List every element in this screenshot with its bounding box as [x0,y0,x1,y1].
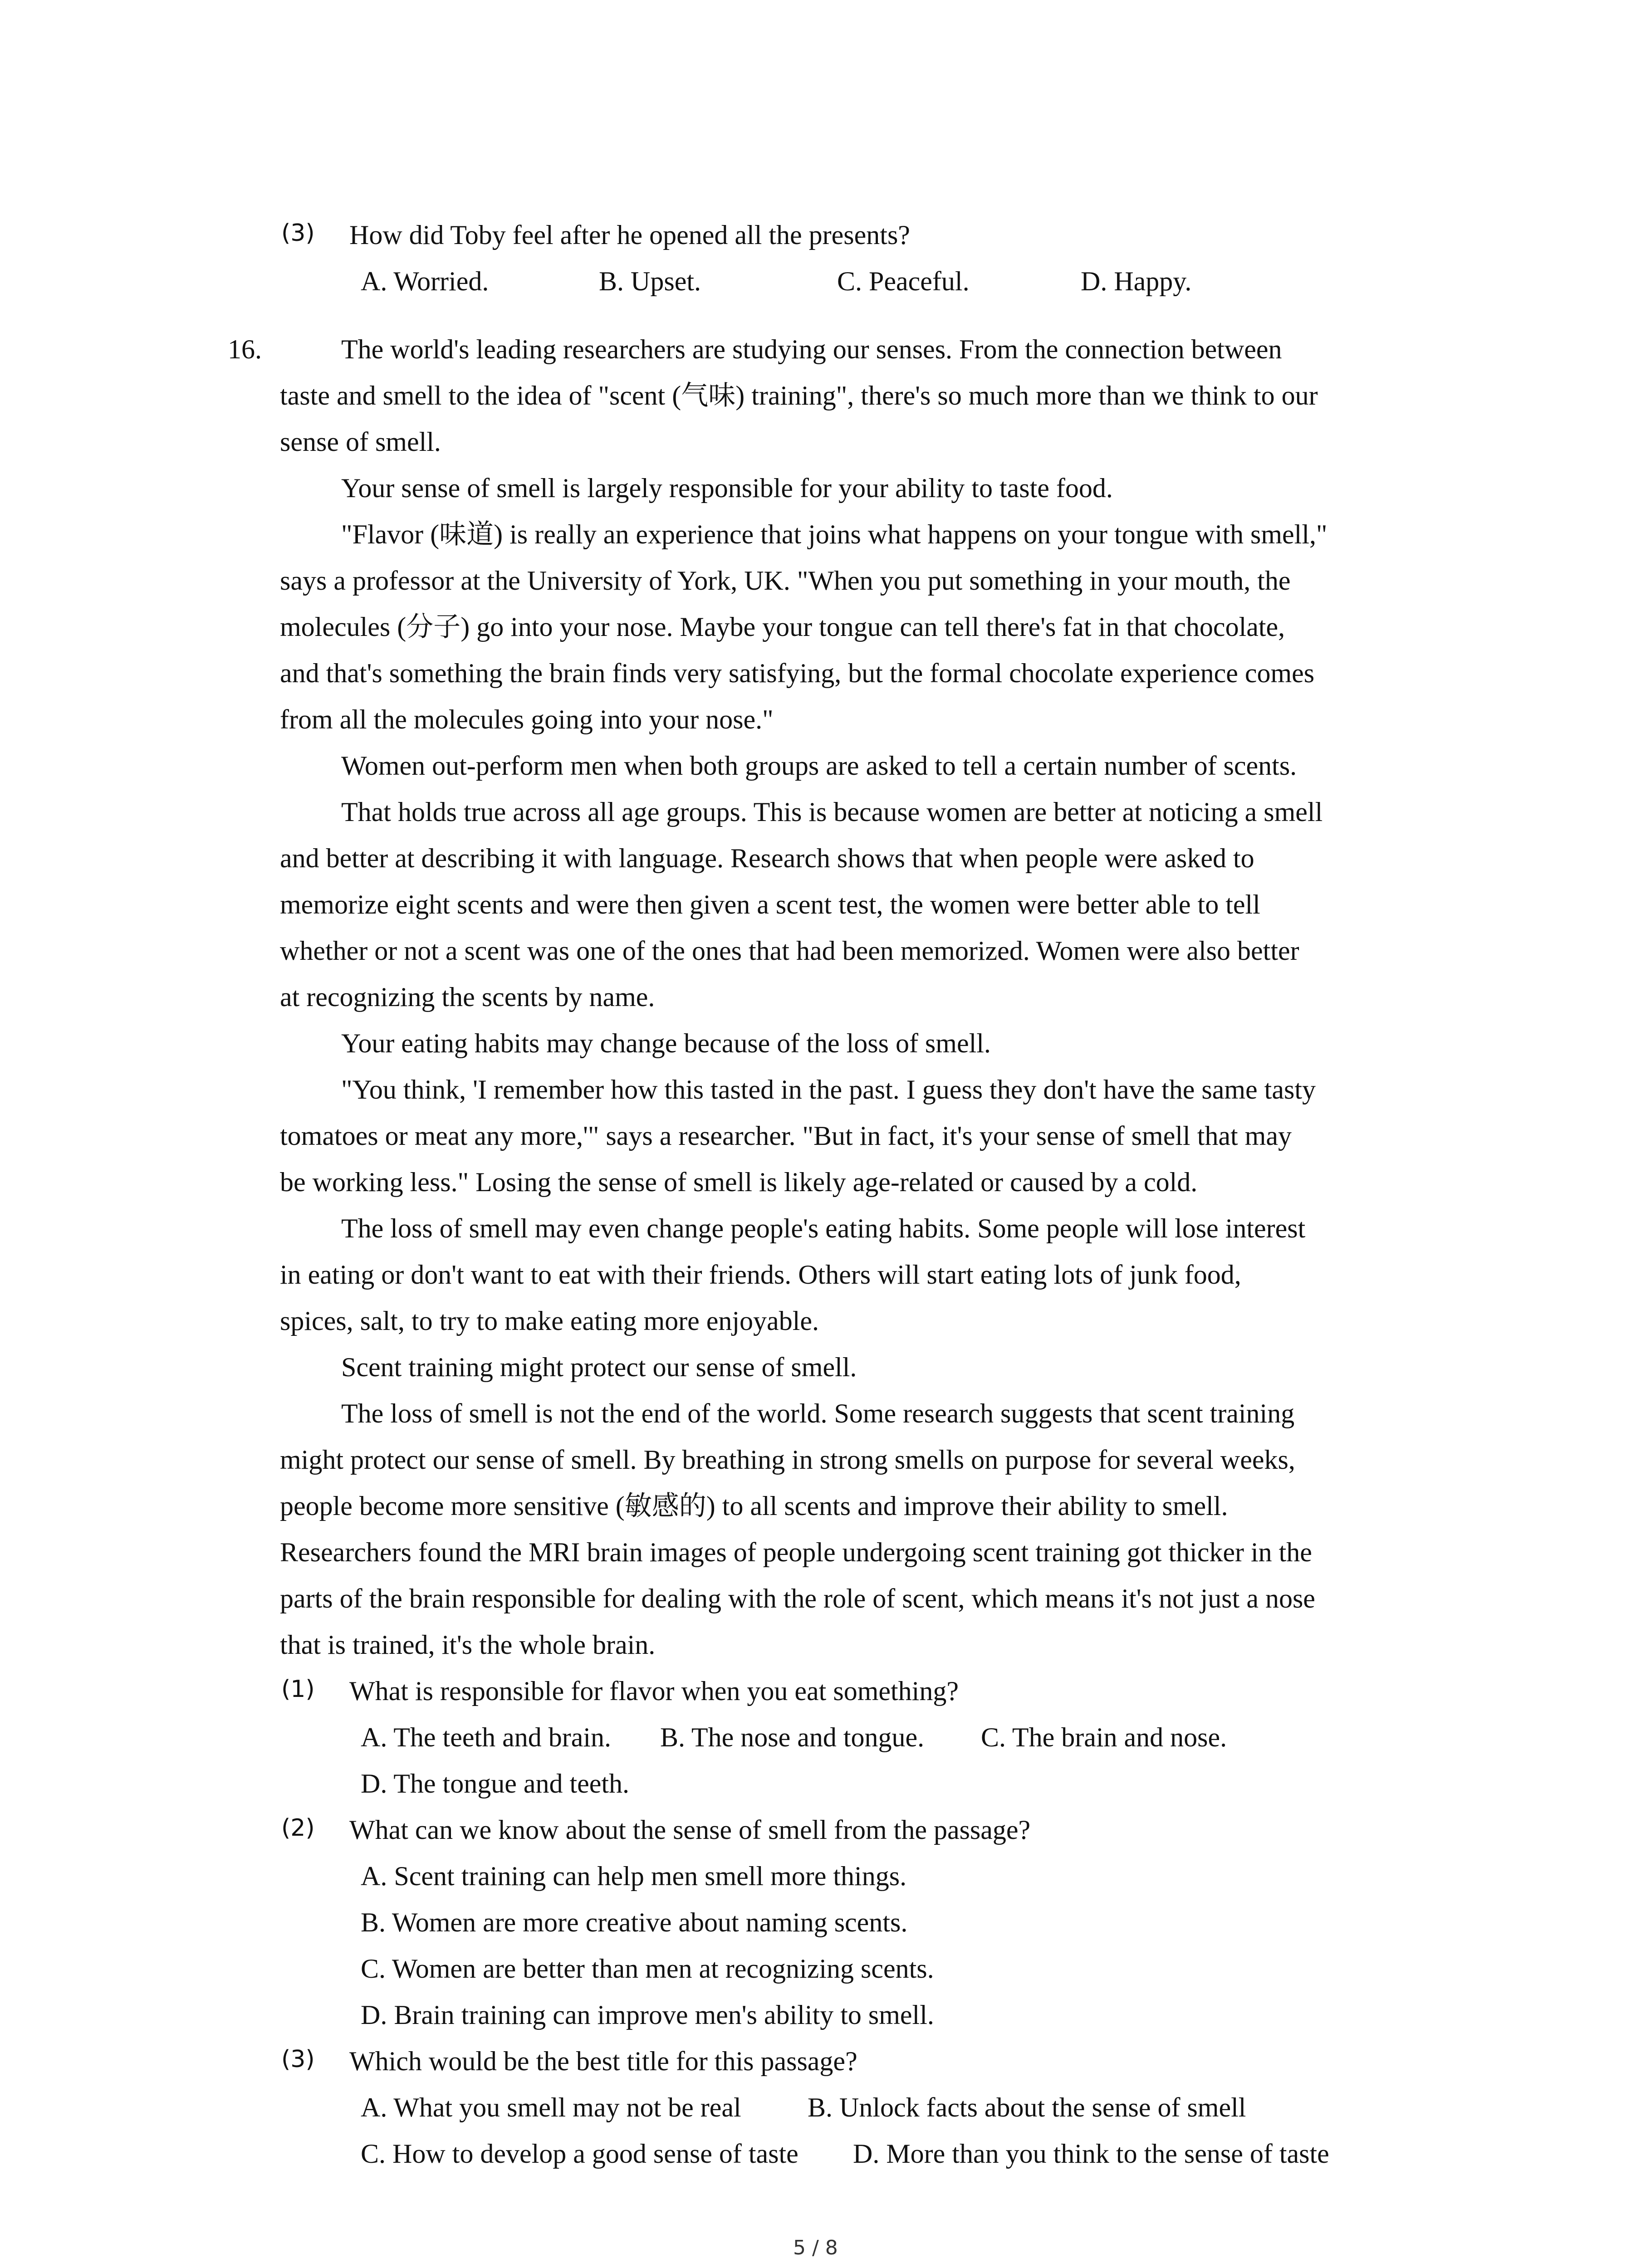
passage-line: be working less." Losing the sense of smell is likely age-related or caused by a cold. [280,1167,1198,1197]
passage-line: The loss of smell may even change people's eating habits. Some people will lose interest [341,1213,1306,1243]
passage-line: Your eating habits may change because of the loss of smell. [341,1028,991,1058]
option-b: B. Women are more creative about naming scents. [361,1907,908,1937]
question-number: (3) [281,220,315,247]
passage-line: Researchers found the MRI brain images of people undergoing scent training got thicker in the [280,1537,1312,1567]
passage-line: Scent training might protect our sense of smell. [341,1352,857,1382]
passage-line: in eating or don't want to eat with their friends. Others will start eating lots of junk food, [280,1260,1241,1290]
passage-line: The loss of smell is not the end of the world. Some research suggests that scent training [341,1398,1295,1428]
passage-line: tomatoes or meat any more,'" says a researcher. "But in fact, it's your sense of smell that may [280,1121,1292,1151]
question-number: (3) [281,2046,315,2073]
option-c: C. Peaceful. [837,266,970,296]
passage-line: memorize eight scents and were then given a scent test, the women were better able to tell [280,890,1260,919]
passage-line: That holds true across all age groups. This is because women are better at noticing a smell [341,797,1323,827]
passage-line: from all the molecules going into your nose." [280,704,774,734]
option-c: C. The brain and nose. [981,1722,1227,1752]
passage-line: at recognizing the scents by name. [280,982,655,1012]
question-text: How did Toby feel after he opened all the presents? [349,220,910,250]
option-a: A. The teeth and brain. [361,1722,612,1752]
question-text: Which would be the best title for this passage? [349,2046,857,2076]
passage-line: and that's something the brain finds very satisfying, but the formal chocolate experience comes [280,658,1315,688]
option-d: D. Brain training can improve men's ability to smell. [361,2000,934,2030]
question-text: What is responsible for flavor when you eat something? [349,1676,959,1706]
passage-line: parts of the brain responsible for dealing with the role of scent, which means it's not just a nose [280,1584,1315,1613]
passage-line: says a professor at the University of York, UK. "When you put something in your mouth, the [280,566,1291,596]
passage-line: that is trained, it's the whole brain. [280,1630,656,1660]
passage-line: and better at describing it with language. Research shows that when people were asked to [280,843,1254,873]
passage-line: sense of smell. [280,427,441,457]
page-indicator: 5 / 8 [793,2236,838,2259]
option-b: B. Upset. [599,266,701,296]
item-number: 16. [228,334,262,364]
passage-line: The world's leading researchers are studying our senses. From the connection between [341,334,1282,364]
option-a: A. Scent training can help men smell more things. [361,1861,907,1891]
option-d: D. More than you think to the sense of taste [853,2139,1329,2169]
passage-line: Your sense of smell is largely responsible for your ability to taste food. [341,473,1113,503]
option-a: A. What you smell may not be real [361,2092,741,2122]
passage-line: might protect our sense of smell. By breathing in strong smells on purpose for several weeks, [280,1445,1295,1475]
question-number: (2) [281,1814,315,1842]
option-d: D. The tongue and teeth. [361,1769,630,1799]
option-d: D. Happy. [1081,266,1192,296]
passage-line: people become more sensitive (敏感的) to all scents and improve their ability to smell. [280,1491,1228,1521]
passage-line: whether or not a scent was one of the ones that had been memorized. Women were also better [280,936,1299,966]
question-number: (1) [281,1676,315,1703]
option-a: A. Worried. [361,266,489,296]
question-text: What can we know about the sense of smell from the passage? [349,1815,1031,1845]
option-b: B. The nose and tongue. [660,1722,925,1752]
passage-line: "You think, 'I remember how this tasted in the past. I guess they don't have the same tasty [341,1075,1316,1105]
option-c: C. How to develop a good sense of taste [361,2139,798,2169]
passage-line: "Flavor (味道) is really an experience that joins what happens on your tongue with smell," [341,519,1327,549]
option-b: B. Unlock facts about the sense of smell [808,2092,1246,2122]
passage-line: molecules (分子) go into your nose. Maybe your tongue can tell there's fat in that chocolate, [280,612,1285,642]
passage-line: Women out-perform men when both groups are asked to tell a certain number of scents. [341,751,1297,781]
passage-line: taste and smell to the idea of "scent (气味) training", there's so much more than we think to our [280,381,1318,411]
option-c: C. Women are better than men at recognizing scents. [361,1954,934,1984]
passage-line: spices, salt, to try to make eating more enjoyable. [280,1306,819,1336]
